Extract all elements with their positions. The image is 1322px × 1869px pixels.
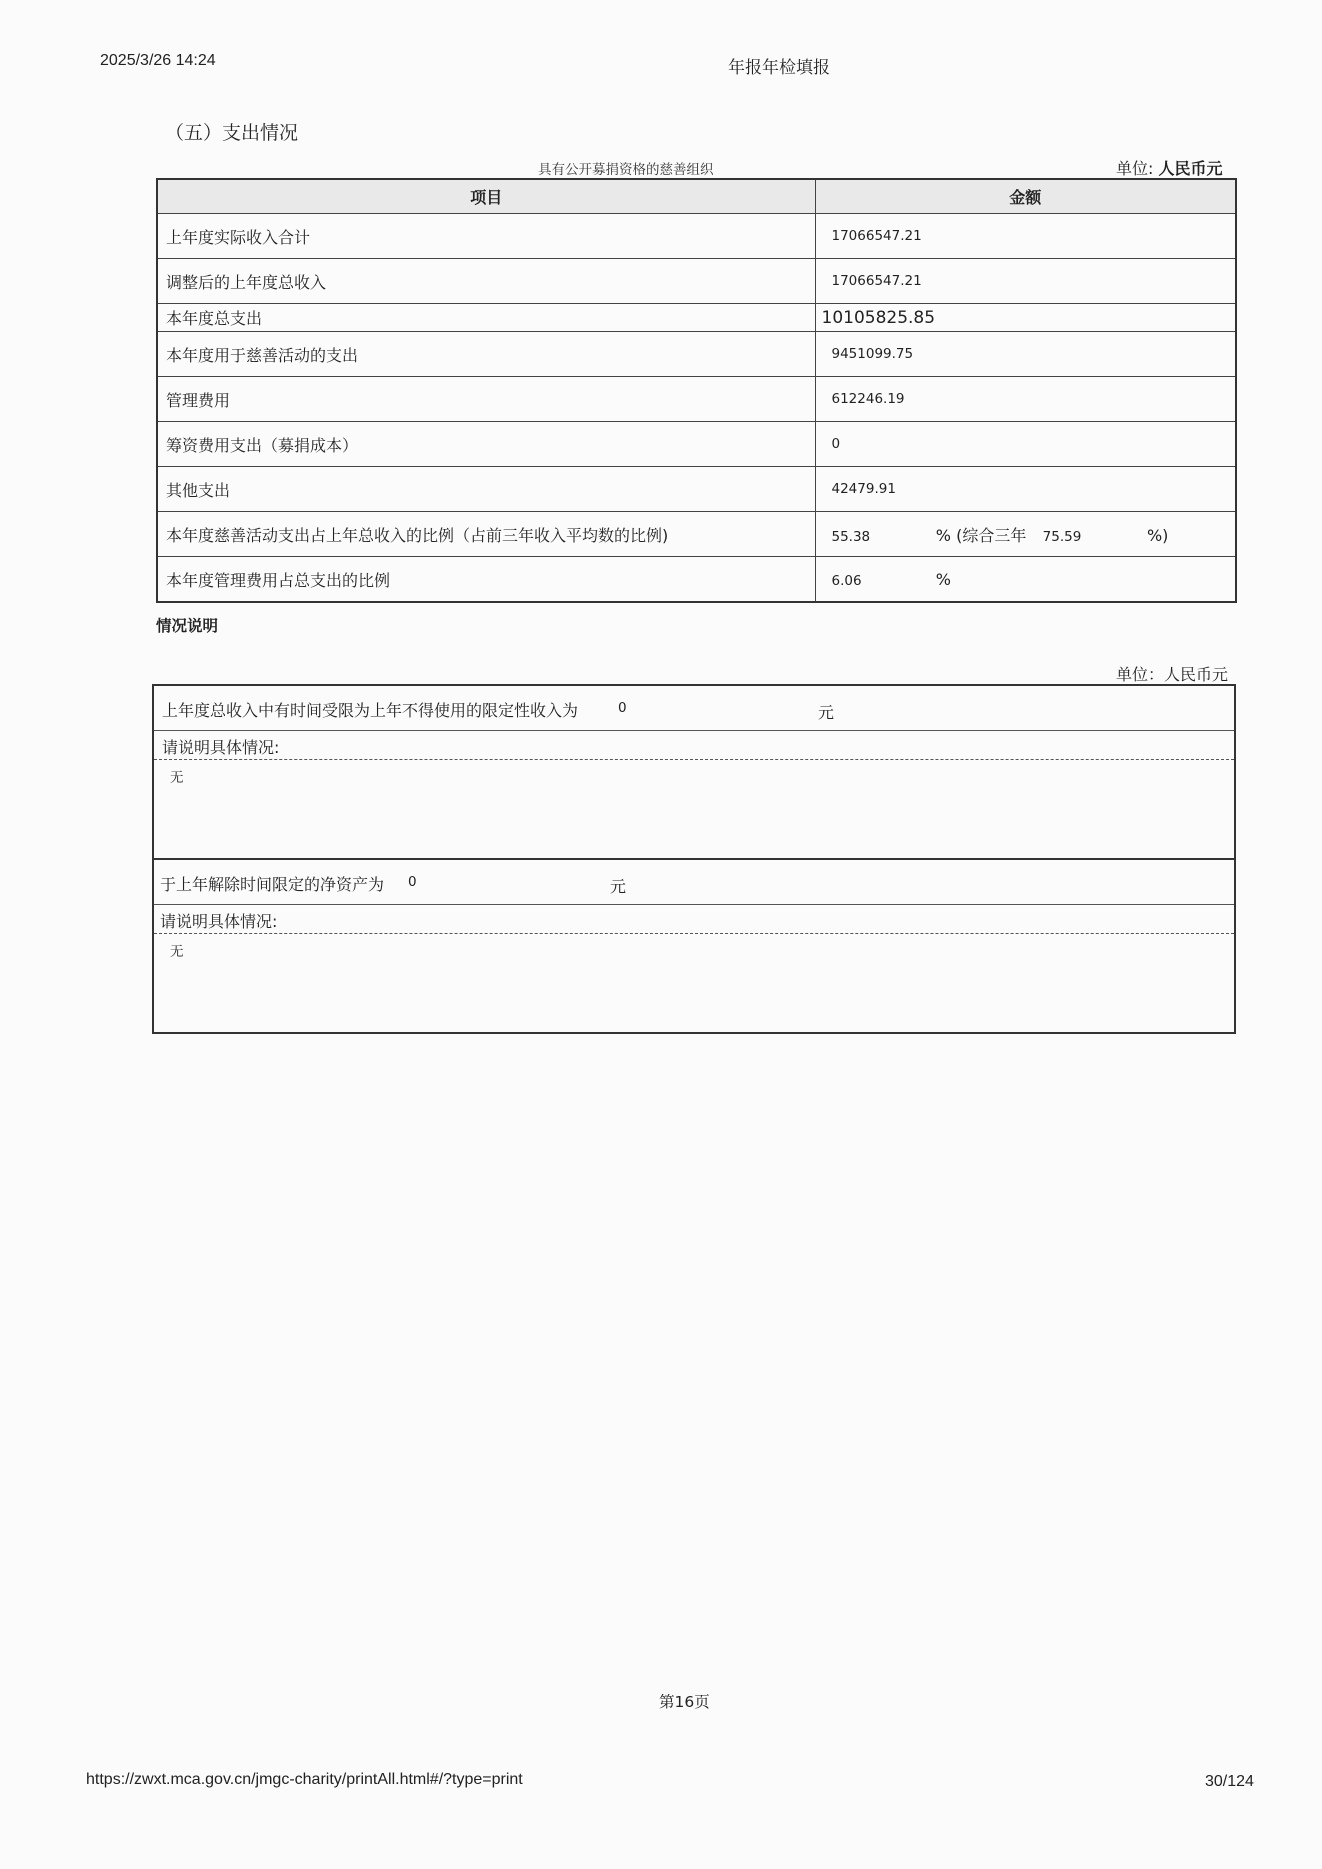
print-timestamp: 2025/3/26 14:24 <box>100 52 216 69</box>
situation-unit: 单位：人民币元 <box>1116 665 1229 684</box>
row-label: 本年度管理费用占总支出的比例 <box>157 557 815 603</box>
restricted-income-row <box>154 686 1234 731</box>
footer-url: https://zwxt.mca.gov.cn/jmgc-charity/printAll.html#/?type=print <box>86 1771 523 1788</box>
mgmt-ratio-value: 6.06 <box>831 572 862 589</box>
table-row <box>157 259 1236 304</box>
detail-text: 无 <box>170 944 184 960</box>
released-assets-currency: 元 <box>610 877 627 896</box>
ratio-value-cell <box>815 512 1236 557</box>
table-row-mgmt-ratio <box>157 557 1236 603</box>
row-value: 10105825.85 <box>815 304 1236 332</box>
detail-label-row <box>154 905 1234 934</box>
detail-label: 请说明具体情况: <box>162 738 280 757</box>
row-label: 管理费用 <box>157 377 815 422</box>
table-row <box>157 214 1236 259</box>
document-header-title: 年报年检填报 <box>728 58 830 78</box>
row-label: 本年度用于慈善活动的支出 <box>157 332 815 377</box>
row-label: 上年度实际收入合计 <box>157 214 815 259</box>
detail-label: 请说明具体情况: <box>160 912 278 931</box>
section-title: （五）支出情况 <box>165 122 299 144</box>
detail-text: 无 <box>170 770 184 786</box>
released-assets-row <box>154 860 1234 905</box>
row-value: 17066547.21 <box>815 259 1236 304</box>
row-label: 筹资费用支出（募捐成本） <box>157 422 815 467</box>
row-label: 本年度慈善活动支出占上年总收入的比例（占前三年收入平均数的比例) <box>157 512 815 557</box>
restricted-income-currency: 元 <box>818 703 835 722</box>
row-label: 本年度总支出 <box>157 304 815 332</box>
organization-type: 具有公开募捐资格的慈善组织 <box>538 162 714 178</box>
ratio-mid-text: % (综合三年 <box>935 525 1027 545</box>
detail-label-row <box>154 731 1234 760</box>
expense-table <box>156 178 1237 603</box>
column-header-item: 项目 <box>157 179 815 214</box>
three-year-ratio-value: 75.59 <box>1042 528 1082 545</box>
table-row <box>157 332 1236 377</box>
row-label: 其他支出 <box>157 467 815 512</box>
detail-textarea[interactable] <box>154 934 1234 1032</box>
unit-label: 单位: 人民币元 <box>1116 159 1223 178</box>
row-value: 0 <box>815 422 1236 467</box>
restricted-income-label: 上年度总收入中有时间受限为上年不得使用的限定性收入为 <box>162 701 579 720</box>
row-value: 612246.19 <box>815 377 1236 422</box>
row-label: 调整后的上年度总收入 <box>157 259 815 304</box>
mgmt-ratio-pct: % <box>935 569 951 589</box>
ratio-end-text: %) <box>1146 525 1169 545</box>
mgmt-ratio-cell <box>815 557 1236 603</box>
table-row <box>157 467 1236 512</box>
table-row <box>157 304 1236 332</box>
table-row <box>157 422 1236 467</box>
released-assets-block <box>152 858 1236 1034</box>
table-header-row <box>157 179 1236 214</box>
situation-title: 情况说明 <box>156 617 219 635</box>
table-row-ratio <box>157 512 1236 557</box>
column-header-amount: 金额 <box>815 179 1236 214</box>
restricted-income-block <box>152 684 1236 860</box>
row-value: 42479.91 <box>815 467 1236 512</box>
restricted-income-value: 0 <box>618 700 627 716</box>
row-value: 17066547.21 <box>815 214 1236 259</box>
released-assets-value: 0 <box>408 874 417 890</box>
detail-textarea[interactable] <box>154 760 1234 858</box>
row-value: 9451099.75 <box>815 332 1236 377</box>
footer-page-count: 30/124 <box>1205 1773 1254 1790</box>
page-number: 第16页 <box>659 1693 710 1711</box>
table-row <box>157 377 1236 422</box>
released-assets-label: 于上年解除时间限定的净资产为 <box>160 875 385 894</box>
charity-ratio-value: 55.38 <box>831 528 871 545</box>
